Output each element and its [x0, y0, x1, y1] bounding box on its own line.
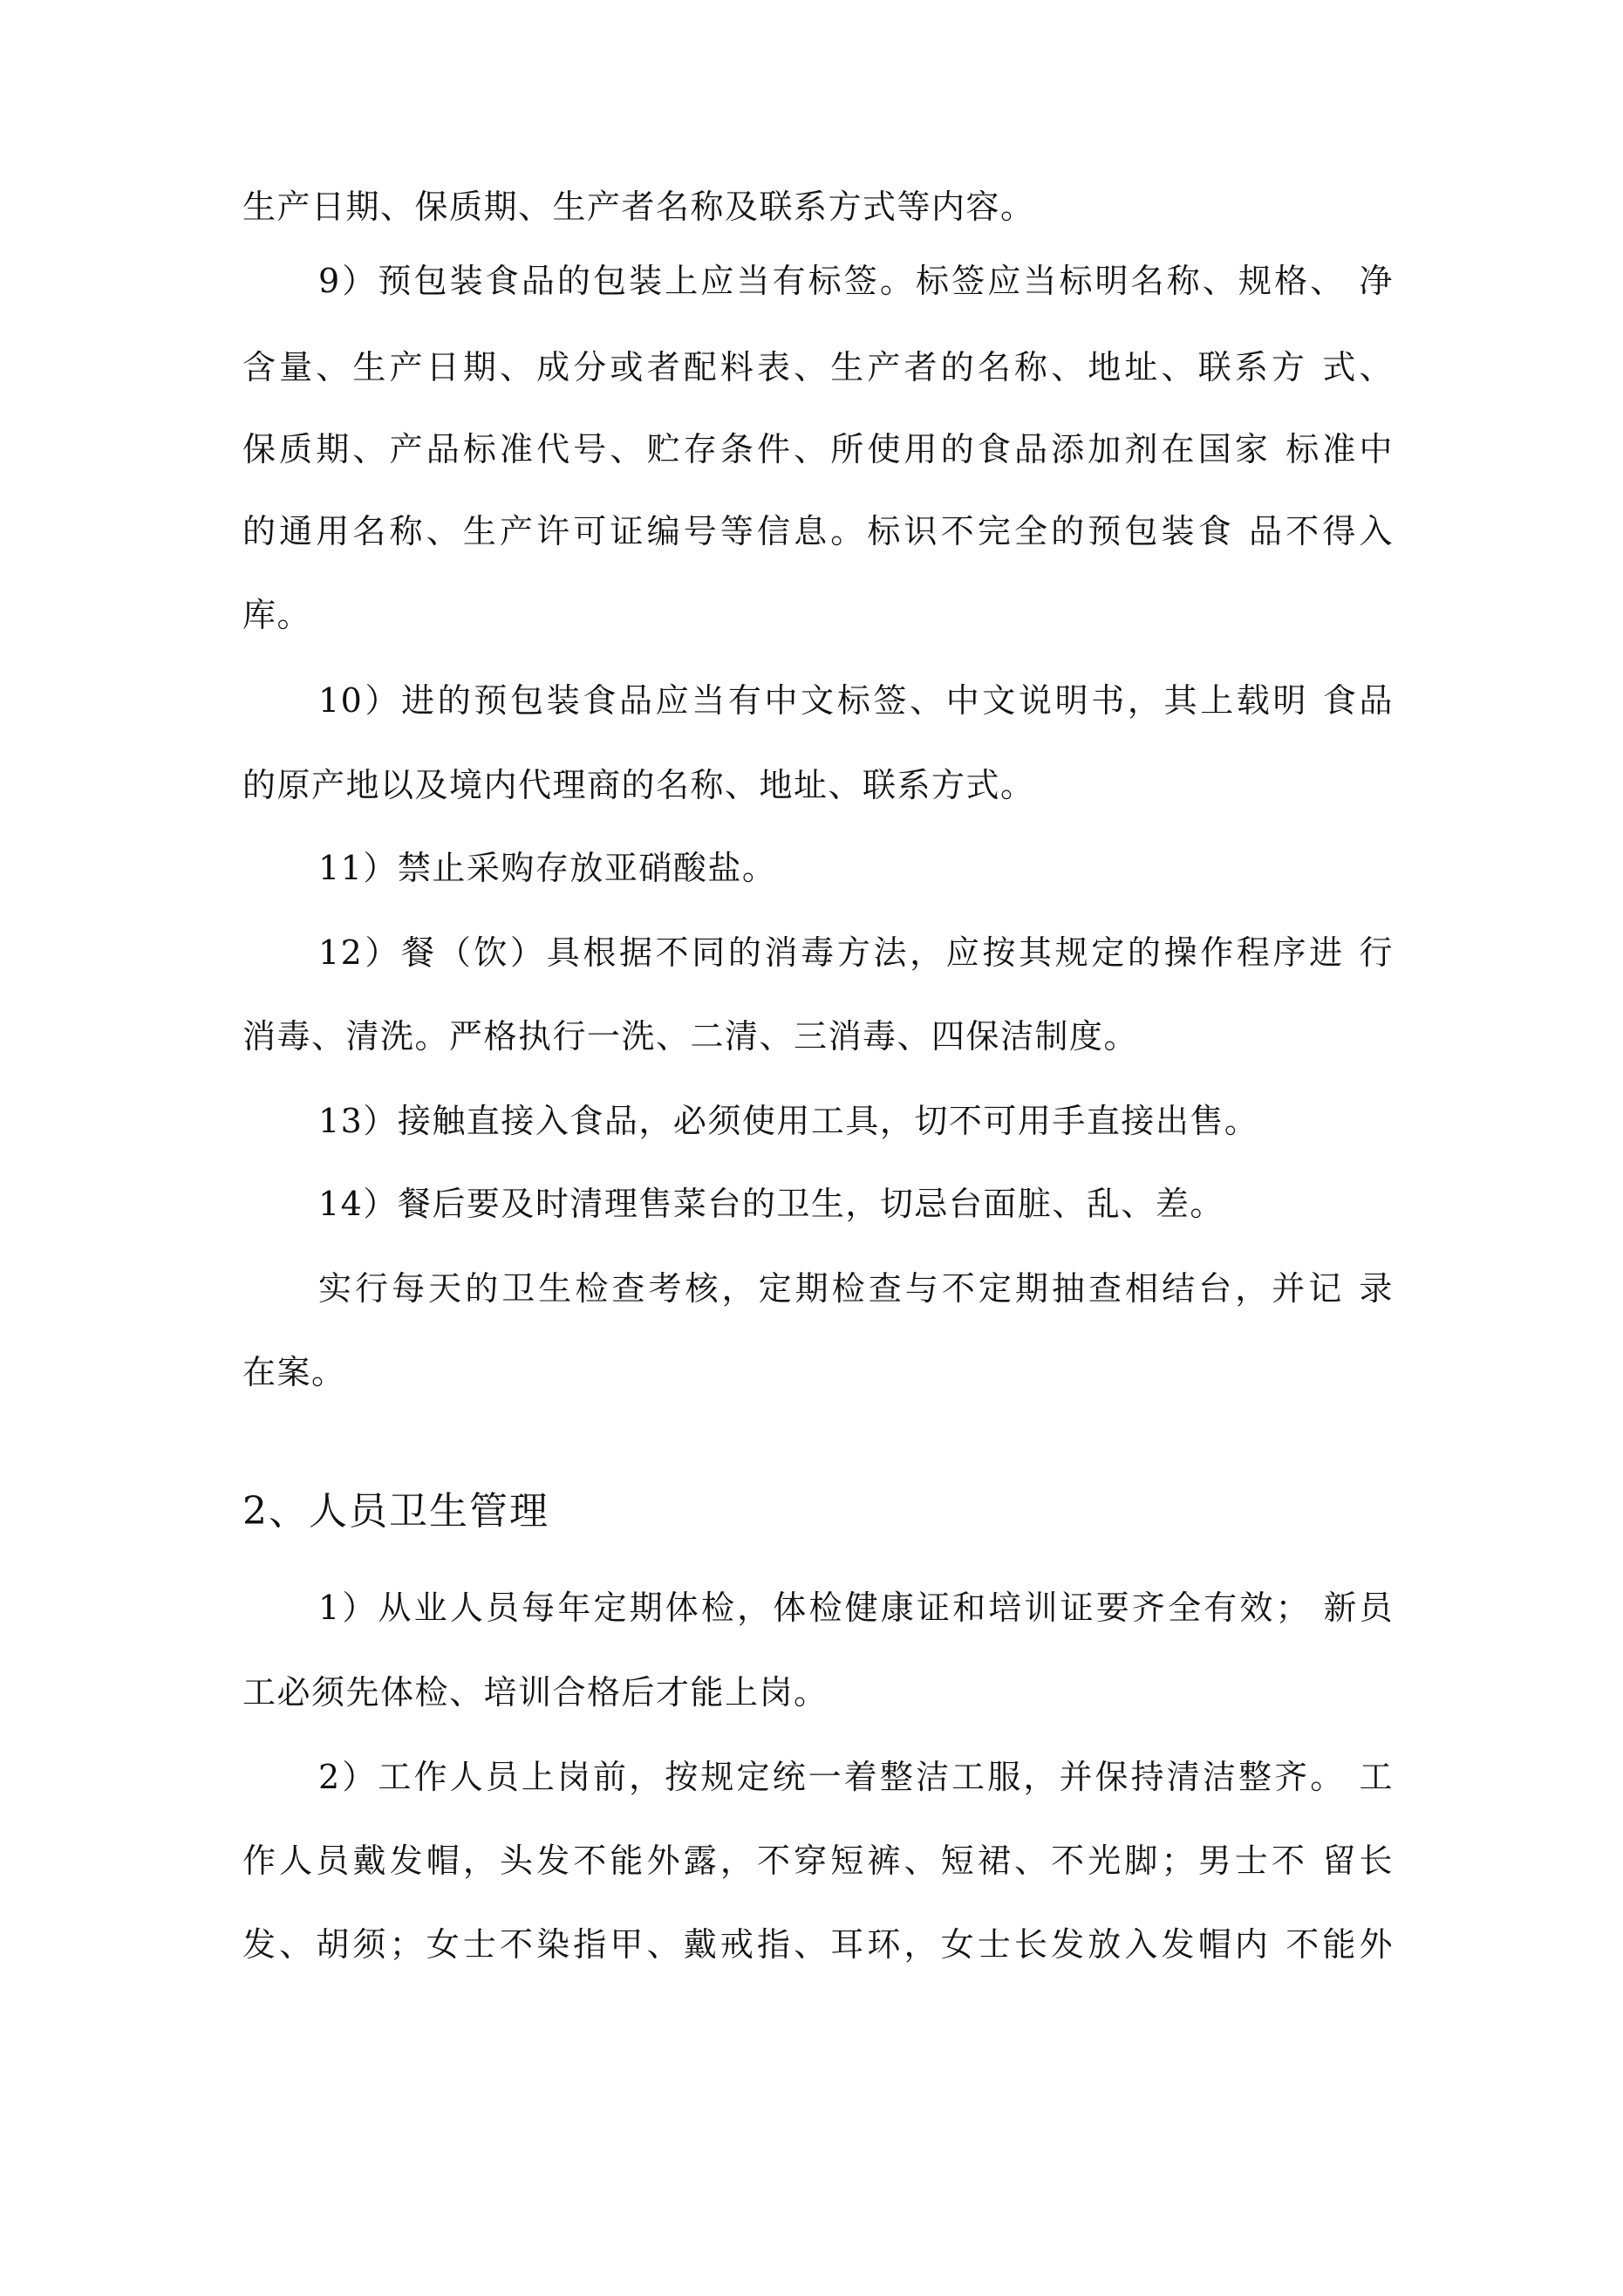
text-line: 库。: [242, 596, 312, 634]
text-line: 2）工作人员上岗前，按规定统一着整洁工服，并保持清洁整齐。 工: [318, 1758, 1394, 1796]
text-line: 在案。: [242, 1353, 346, 1391]
text-line: 的原产地以及境内代理商的名称、地址、联系方式。: [242, 766, 1035, 804]
text-line: 发、胡须；女士不染指甲、戴戒指、耳环，女士长发放入发帽内 不能外: [242, 1925, 1394, 1964]
text-line: 消毒、清洗。严格执行一洗、二清、三消毒、四保洁制度。: [242, 1017, 1139, 1056]
text-line: 实行每天的卫生检查考核，定期检查与不定期抽查相结台，并记 录: [318, 1269, 1394, 1308]
text-line: 9）预包装食品的包装上应当有标签。标签应当标明名称、规格、 净: [318, 262, 1394, 300]
text-line: 生产日期、保质期、生产者名称及联系方式等内容。: [242, 188, 1035, 226]
text-line: 13）接触直接入食品，必须使用工具，切不可用手直接出售。: [318, 1102, 1259, 1140]
text-line: 工必须先体检、培训合格后才能上岗。: [242, 1673, 829, 1712]
text-line: 14）餐后要及时清理售菜台的卫生，切忌台面脏、乱、差。: [318, 1185, 1224, 1223]
text-line: 12）餐（饮）具根据不同的消毒方法，应按其规定的操作程序进 行: [318, 933, 1394, 972]
text-line: 作人员戴发帽，头发不能外露，不穿短裤、短裙、不光脚；男士不 留长: [242, 1842, 1394, 1880]
text-line: 含量、生产日期、成分或者配料表、生产者的名称、地址、联系方 式、: [242, 348, 1394, 386]
text-line: 的通用名称、生产许可证编号等信息。标识不完全的预包装食 品不得入: [242, 512, 1394, 550]
text-line: 1）从业人员每年定期体检，体检健康证和培训证要齐全有效； 新员: [318, 1589, 1394, 1627]
section-heading: 2、人员卫生管理: [242, 1489, 549, 1534]
text-line: 10）进的预包装食品应当有中文标签、中文说明书，其上载明 食品: [318, 681, 1394, 720]
text-line: 保质期、产品标准代号、贮存条件、所使用的食品添加剂在国家 标准中: [242, 430, 1394, 468]
text-line: 11）禁止采购存放亚硝酸盐。: [318, 849, 777, 887]
